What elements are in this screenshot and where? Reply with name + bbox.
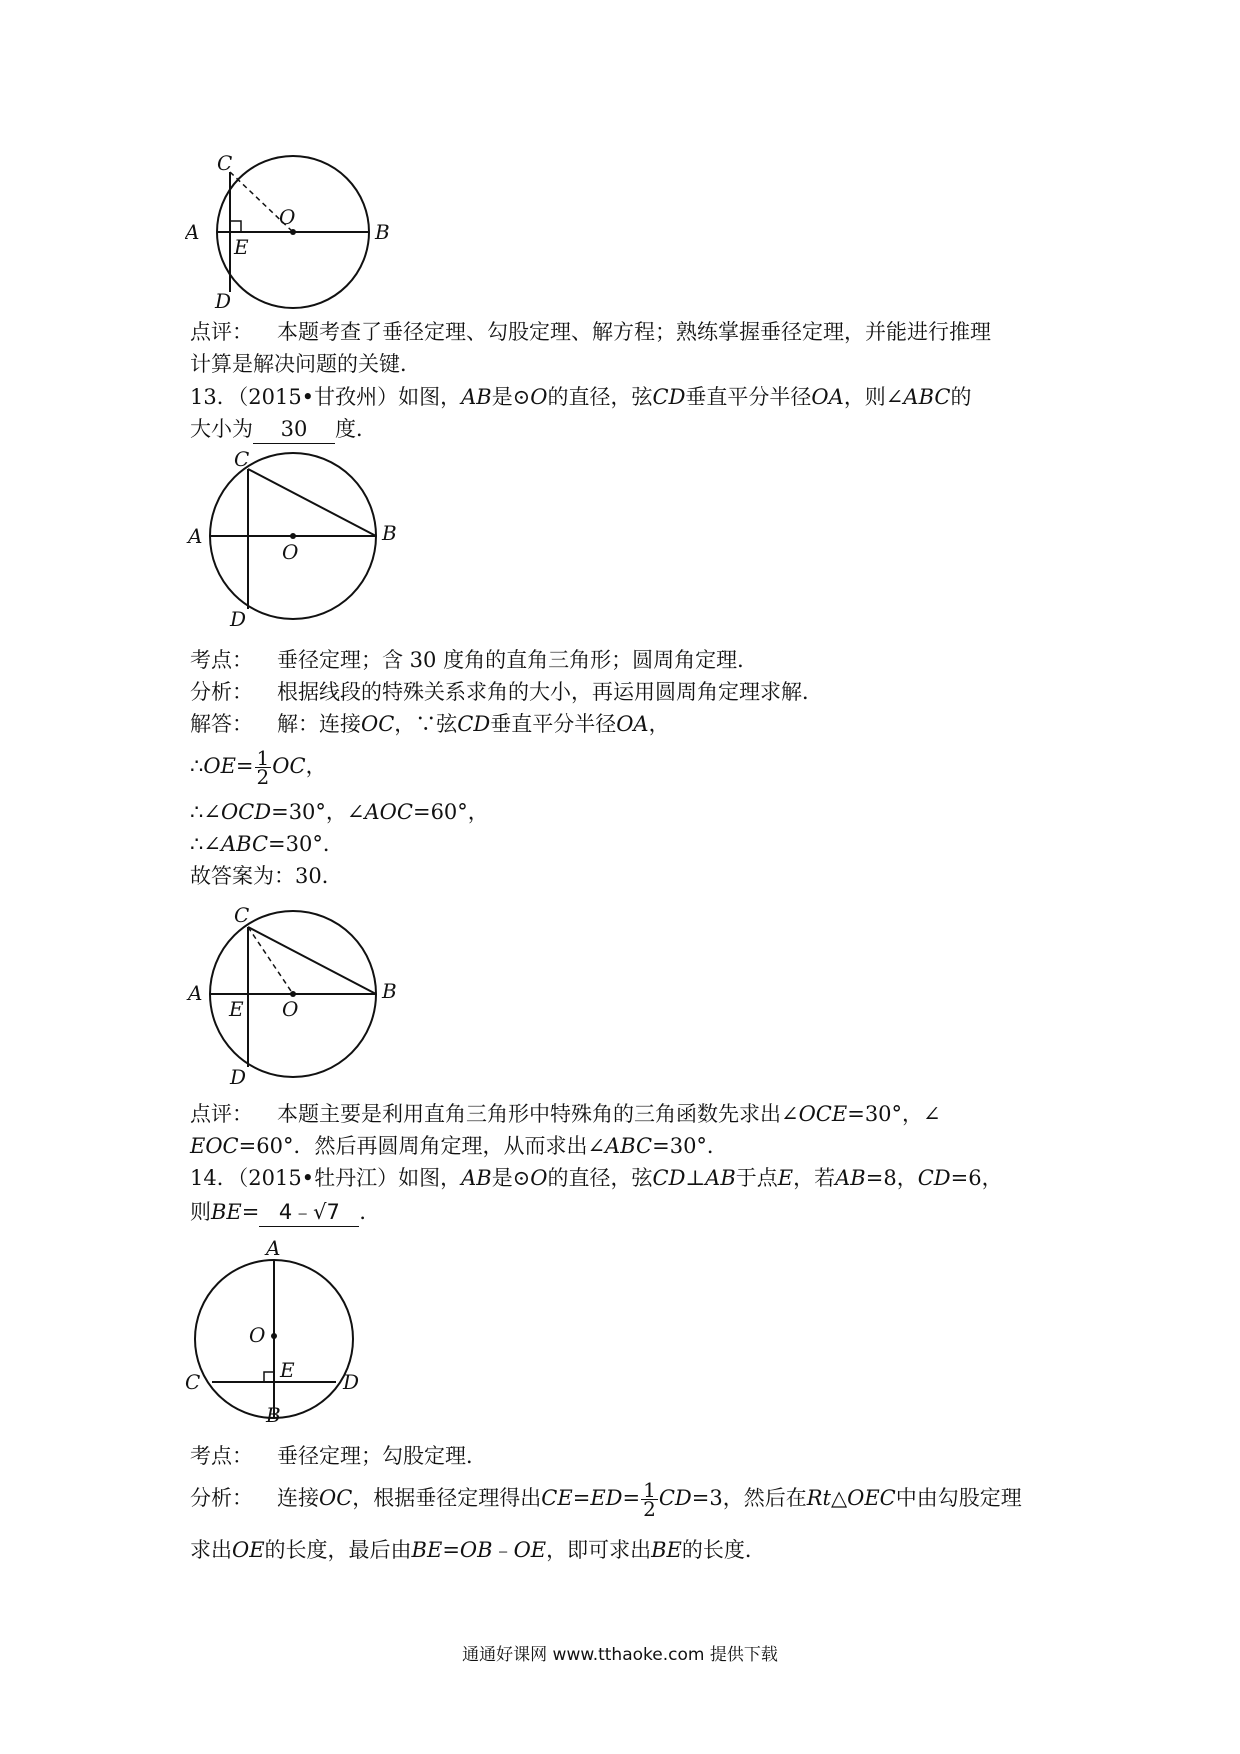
text: =: [572, 1486, 591, 1510]
figure-circle-chord-1: [185, 150, 395, 320]
text: ﹣: [492, 1538, 514, 1562]
comment1-line1: [190, 318, 991, 346]
text: 是⊙: [491, 385, 531, 409]
var: OE: [203, 754, 236, 778]
text: =8，: [865, 1166, 918, 1190]
var: OB: [459, 1538, 493, 1562]
text: ∴: [190, 754, 204, 778]
q13-fenxi: [190, 678, 823, 706]
figure-circle-chord-3: [185, 900, 405, 1090]
label: 解答：: [190, 712, 253, 736]
text: 本题主要是利用直角三角形中特殊角的三角函数先求出∠: [277, 1102, 799, 1126]
q13-step2: [190, 798, 489, 826]
label-c: C: [234, 903, 250, 927]
text: 垂直平分半径: [490, 712, 617, 736]
text: 根据线段的特殊关系求角的大小，再运用圆周角定理求解．: [277, 680, 823, 704]
label-a: A: [266, 1236, 281, 1260]
question-number: 13．: [190, 385, 238, 409]
label-e: E: [234, 235, 249, 259]
text: 的: [950, 385, 972, 409]
text: ，根据垂径定理得出: [352, 1486, 542, 1510]
var: BE: [411, 1538, 443, 1562]
label-b: B: [382, 521, 397, 545]
label-a: A: [188, 981, 203, 1005]
text: =60°，: [412, 800, 489, 824]
text: 连接: [277, 1486, 319, 1510]
label-b: B: [375, 220, 390, 244]
text: ，: [648, 712, 670, 736]
text: 的直径，弦: [547, 385, 653, 409]
label-c: C: [217, 151, 233, 175]
text: 于点: [735, 1166, 778, 1190]
var: ABC: [220, 832, 269, 856]
comment-text: 计算是解决问题的关键．: [190, 352, 421, 376]
text: ，则∠: [843, 385, 904, 409]
var: OCD: [220, 800, 272, 824]
text: △: [830, 1486, 848, 1510]
label: 点评：: [190, 1102, 253, 1126]
text: ，即可求出: [546, 1538, 652, 1562]
page-footer: 通通好课网 www.tthaoke.com 提供下载: [462, 1645, 778, 1665]
var: AB: [835, 1166, 866, 1190]
var: CD: [457, 712, 491, 736]
denominator: 2: [256, 765, 270, 789]
label-d: D: [230, 607, 247, 631]
text: 垂径定理；含 30 度角的直角三角形；圆周角定理．: [277, 648, 759, 672]
text: =6，: [950, 1166, 1003, 1190]
var: OCE: [798, 1102, 848, 1126]
q13-final: [190, 862, 343, 890]
label-c: C: [234, 447, 250, 471]
text: =60°．然后再圆周角定理，从而求出∠: [238, 1134, 606, 1158]
var: ABC: [605, 1134, 653, 1158]
numerator: 1: [256, 746, 270, 770]
question-number: 14．: [190, 1166, 238, 1190]
text: =30°，∠: [847, 1102, 941, 1126]
var: CD: [917, 1166, 951, 1190]
text: 是⊙: [491, 1166, 531, 1190]
text: ，: [305, 754, 327, 778]
q14-line1: [190, 1164, 1003, 1192]
label-b: B: [382, 979, 397, 1003]
var: OA: [811, 385, 844, 409]
var: CD: [652, 385, 686, 409]
comment-text: 本题考查了垂径定理、勾股定理、解方程；熟练掌握垂径定理，并能进行推理: [277, 320, 991, 344]
text: ．: [359, 1200, 381, 1224]
var: BE: [211, 1200, 242, 1224]
var: AB: [461, 385, 492, 409]
text: 的直径，弦: [547, 1166, 653, 1190]
text: =30°．: [268, 832, 344, 856]
figure-circle-chord-4: [180, 1236, 370, 1426]
var: CD: [652, 1166, 686, 1190]
label-o: O: [282, 540, 299, 564]
var: OEC: [847, 1486, 896, 1510]
text: ，若: [793, 1166, 836, 1190]
text: 中由勾股定理: [895, 1486, 1022, 1510]
var: O: [530, 385, 548, 409]
comment1-line2: [190, 350, 421, 378]
var: O: [530, 1166, 548, 1190]
label-o: O: [279, 205, 296, 229]
q13-comment-line1: [190, 1100, 941, 1128]
q14-fenxi-line1: [190, 1478, 1022, 1521]
figure-circle-chord-2: [185, 446, 405, 632]
label: 分析：: [190, 1486, 253, 1510]
text: =: [442, 1538, 460, 1562]
var: EOC: [190, 1134, 239, 1158]
answer-blank: 30: [253, 415, 335, 444]
var: OE: [513, 1538, 547, 1562]
fraction: [641, 1478, 658, 1521]
q13-line1: [190, 383, 971, 411]
q13-step1: [190, 746, 327, 789]
text: 故答案为：30．: [190, 864, 343, 888]
q14-line2: [190, 1198, 380, 1227]
text: 垂径定理；勾股定理．: [277, 1444, 487, 1468]
q13-step3: [190, 830, 344, 858]
numerator: 1: [643, 1478, 656, 1502]
label-d: D: [215, 289, 232, 313]
text: 求出: [190, 1538, 232, 1562]
text: 度．: [335, 417, 377, 441]
label-d: D: [230, 1065, 247, 1089]
text: =30°．: [652, 1134, 728, 1158]
label: 分析：: [190, 680, 253, 704]
label-c: C: [185, 1370, 201, 1394]
text: ⊥: [685, 1166, 706, 1190]
text: 大小为: [190, 417, 253, 441]
text: ∴∠: [190, 800, 221, 824]
text: =30°，∠: [271, 800, 365, 824]
var: BE: [651, 1538, 682, 1562]
text: 的长度．: [681, 1538, 766, 1562]
label-o: O: [282, 997, 299, 1021]
var: OA: [616, 712, 649, 736]
question-source: （2015•牡丹江）如图，: [237, 1166, 462, 1190]
text: ∴∠: [190, 832, 221, 856]
label: 考点：: [190, 648, 253, 672]
q13-jieda: [190, 710, 670, 738]
denominator: 2: [643, 1497, 656, 1521]
var: AB: [461, 1166, 492, 1190]
label-a: A: [185, 220, 200, 244]
var: AOC: [364, 800, 413, 824]
q13-comment-line2: [190, 1132, 728, 1160]
var: OC: [361, 712, 395, 736]
var: ED: [590, 1486, 623, 1510]
var: Rt: [806, 1486, 831, 1510]
var: OE: [232, 1538, 265, 1562]
var: ABC: [903, 385, 951, 409]
q14-kaodian: [190, 1442, 487, 1470]
var: OC: [272, 754, 306, 778]
comment-label: 点评：: [190, 320, 253, 344]
text: =: [235, 754, 254, 778]
var: CE: [541, 1486, 573, 1510]
question-source: （2015•甘孜州）如图，: [237, 385, 462, 409]
q13-line2: [190, 415, 377, 444]
text: =: [241, 1200, 260, 1224]
fraction: [255, 746, 272, 789]
label-d: D: [343, 1370, 360, 1394]
text: =3，然后在: [691, 1486, 807, 1510]
var: OC: [319, 1486, 353, 1510]
var: AB: [705, 1166, 736, 1190]
text: =: [622, 1486, 641, 1510]
q14-fenxi-line2: [190, 1536, 766, 1564]
q13-kaodian: [190, 646, 758, 674]
var: E: [777, 1166, 794, 1190]
label: 考点：: [190, 1444, 253, 1468]
text: 解：连接: [277, 712, 361, 736]
label-b: B: [266, 1403, 281, 1426]
var: CD: [658, 1486, 692, 1510]
text: 的长度，最后由: [264, 1538, 412, 1562]
text: 垂直平分半径: [685, 385, 812, 409]
label-e: E: [229, 997, 244, 1021]
label-e: E: [280, 1358, 295, 1382]
answer-blank: 4﹣√7: [259, 1198, 359, 1227]
label-a: A: [188, 524, 203, 548]
text: 则: [190, 1200, 211, 1224]
label-o: O: [249, 1323, 266, 1347]
text: ，∵弦: [394, 712, 458, 736]
